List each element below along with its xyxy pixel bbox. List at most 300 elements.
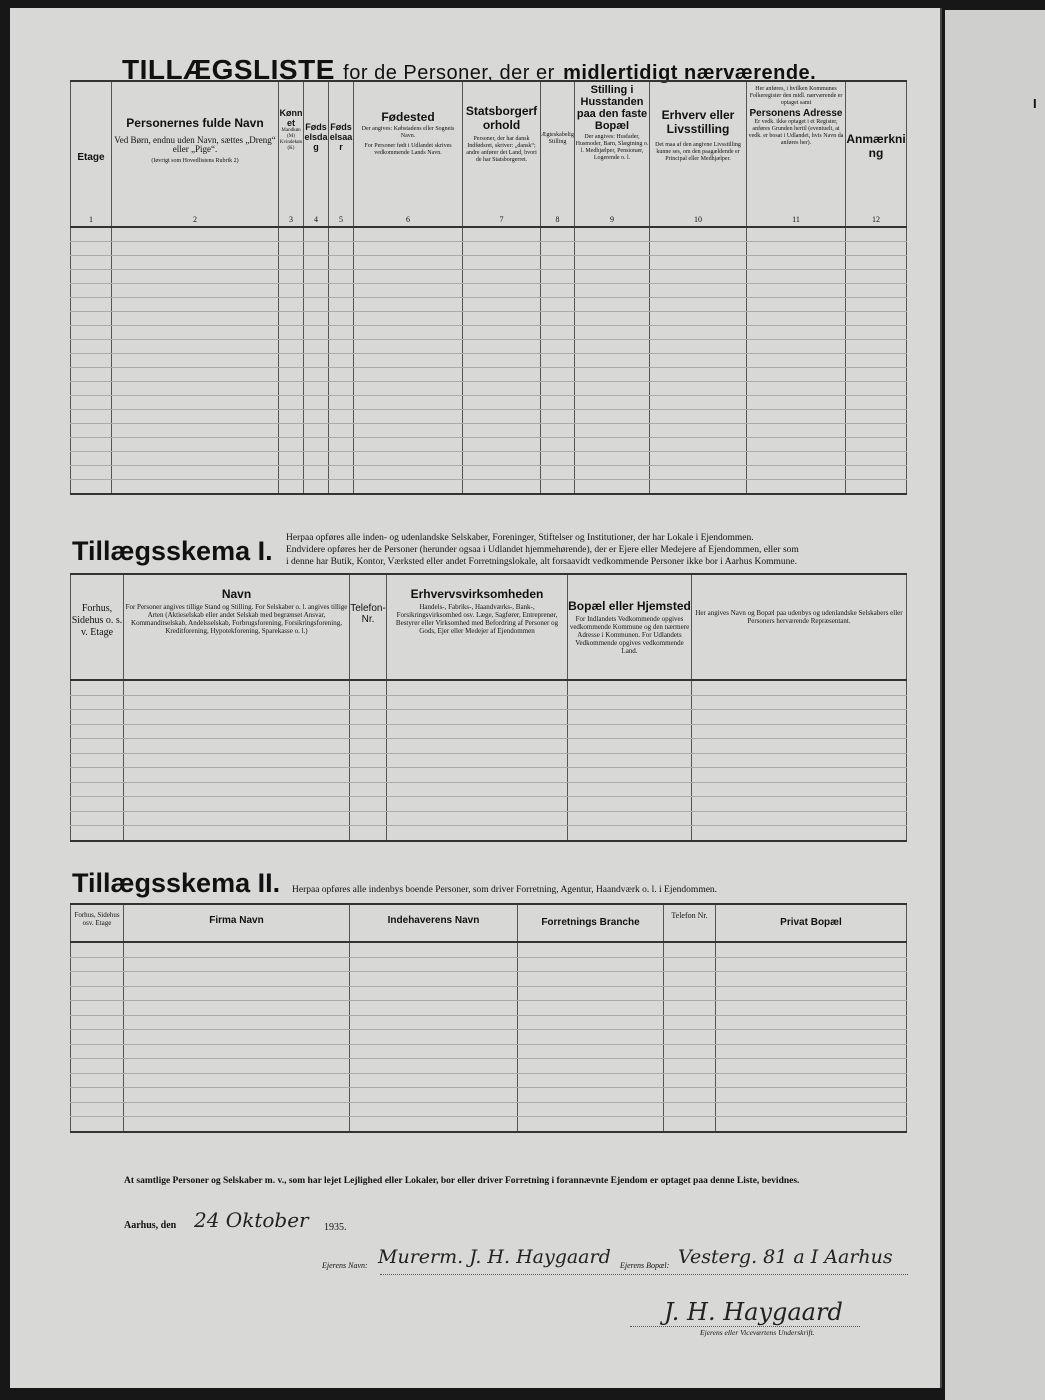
table-cell: [747, 298, 846, 312]
table-cell: [692, 710, 907, 725]
table-cell: [112, 298, 279, 312]
table-cell: [124, 797, 350, 812]
table-cell: [329, 466, 354, 480]
table-cell: [279, 438, 304, 452]
table-cell: [354, 410, 463, 424]
table-cell: [304, 480, 329, 495]
table-cell: [846, 227, 907, 242]
table-cell: [846, 368, 907, 382]
table-cell: [124, 1102, 350, 1117]
table-cell: [329, 242, 354, 256]
table-cell: [846, 424, 907, 438]
table-cell: [304, 438, 329, 452]
s1-col-phone: Telefon-Nr.: [350, 574, 387, 680]
table-cell: [541, 298, 575, 312]
table-cell: [124, 680, 350, 695]
table-cell: [279, 382, 304, 396]
table-cell: [716, 1044, 907, 1059]
col-birthyear: Fødselsaar 5: [329, 81, 354, 227]
skema1-intro: Herpaa opføres alle inden- og udenlandske Selskaber, Foreninger, Stiftelser og Institutioner, der har Lokale i Ejendommen. Endvidere opføres her de Personer (herunder ogsaa i Udlandet hjemmehørende), der er Ejere eller Medejere af Ejendommen, eller som i denne har Butik, Kontor, Værksted eller andet Forretningslokale, alt forsaavidt vedkommende Personer ikke bor i Aarhus Kommune.: [286, 533, 799, 567]
table-cell: [664, 1117, 716, 1132]
table-cell: [541, 424, 575, 438]
document-page: [10, 8, 942, 1388]
table-cell: [112, 227, 279, 242]
table-cell: [329, 452, 354, 466]
table-cell: [568, 753, 692, 768]
table-cell: [354, 270, 463, 284]
table-cell: [664, 942, 716, 957]
table-cell: [650, 438, 747, 452]
s2-col-owner: Indehaverens Navn: [350, 904, 518, 942]
table-cell: [463, 242, 541, 256]
table-row: [71, 480, 907, 495]
table-row: [71, 312, 907, 326]
table-row: [71, 438, 907, 452]
table-cell: [650, 382, 747, 396]
table-cell: [304, 312, 329, 326]
table-cell: [664, 972, 716, 987]
table-row: [71, 1073, 907, 1088]
table-cell: [71, 1059, 124, 1074]
table-cell: [304, 270, 329, 284]
table-cell: [71, 410, 112, 424]
table-cell: [350, 1102, 518, 1117]
year-text: 1935.: [324, 1222, 347, 1233]
table-cell: [575, 312, 650, 326]
table-cell: [541, 312, 575, 326]
table-cell: [304, 396, 329, 410]
table-cell: [747, 340, 846, 354]
table-cell: [692, 768, 907, 783]
table-cell: [518, 942, 664, 957]
table-cell: [329, 227, 354, 242]
table-cell: [716, 1015, 907, 1030]
table-cell: [541, 227, 575, 242]
table-cell: [387, 782, 568, 797]
table-cell: [71, 438, 112, 452]
table-row: [71, 227, 907, 242]
table-cell: [846, 410, 907, 424]
table-cell: [71, 256, 112, 270]
table-cell: [747, 382, 846, 396]
table-cell: [650, 242, 747, 256]
table-cell: [71, 986, 124, 1001]
table-cell: [568, 797, 692, 812]
table-cell: [354, 466, 463, 480]
page-title: TILLÆGSLISTE for de Personer, der er midlertidigt nærværende.: [122, 54, 817, 85]
table-cell: [568, 826, 692, 841]
table-cell: [575, 284, 650, 298]
table-cell: [71, 972, 124, 987]
s1-col-etage: Forhus, Sidehus o. s. v. Etage: [71, 574, 124, 680]
table-cell: [387, 826, 568, 841]
table-cell: [71, 396, 112, 410]
table-cell: [112, 284, 279, 298]
table-row: [71, 466, 907, 480]
table-cell: [350, 957, 518, 972]
table-cell: [846, 326, 907, 340]
table-cell: [354, 256, 463, 270]
table-cell: [575, 270, 650, 284]
table-cell: [279, 368, 304, 382]
owner-line: [380, 1274, 908, 1275]
table-cell: [747, 452, 846, 466]
table-cell: [354, 227, 463, 242]
col-etage: Etage 1: [71, 81, 112, 227]
table-cell: [124, 1073, 350, 1088]
table-cell: [846, 298, 907, 312]
table-cell: [354, 298, 463, 312]
table-row: [71, 410, 907, 424]
table-cell: [575, 410, 650, 424]
table-cell: [279, 452, 304, 466]
table-cell: [846, 466, 907, 480]
table-cell: [279, 242, 304, 256]
table-cell: [350, 739, 387, 754]
table-cell: [350, 811, 387, 826]
table-cell: [329, 270, 354, 284]
table-cell: [747, 424, 846, 438]
skema2-title: Tillægsskema II.: [72, 868, 281, 898]
table-cell: [463, 382, 541, 396]
table-cell: [279, 284, 304, 298]
table-row: [71, 768, 907, 783]
table-cell: [463, 424, 541, 438]
table-row: [71, 710, 907, 725]
table-cell: [112, 340, 279, 354]
table-cell: [463, 410, 541, 424]
table-cell: [124, 782, 350, 797]
s2-col-firm: Firma Navn: [124, 904, 350, 942]
table-cell: [71, 753, 124, 768]
table-cell: [747, 270, 846, 284]
table-cell: [575, 396, 650, 410]
col-citizenship: Statsborgerforhold Personer, der har dansk Indfødsret, skriver: „dansk“; andre anfører det Land, hvori de har Statsborgerret. 7: [463, 81, 541, 227]
table-cell: [846, 312, 907, 326]
s2-col-private: Privat Bopæl: [716, 904, 907, 942]
table-row: [71, 1015, 907, 1030]
table-cell: [664, 1088, 716, 1103]
table-cell: [568, 739, 692, 754]
table-cell: [716, 972, 907, 987]
table-cell: [747, 256, 846, 270]
table-cell: [350, 1088, 518, 1103]
table-cell: [747, 368, 846, 382]
table-cell: [650, 424, 747, 438]
table-cell: [350, 768, 387, 783]
s1-col-business: Erhvervsvirksomheden Handels-, Fabriks-, Haandværks-, Bank-, Forsikringsvirksomhed osv. Læge, Sagfører, Entreprenør, Bestyrer eller Virksomhed med Befordring af Personer og Gods, Ejer eller Medejer af Ejendommen: [387, 574, 568, 680]
table-cell: [71, 1001, 124, 1016]
table-cell: [71, 1088, 124, 1103]
table-cell: [518, 1088, 664, 1103]
declaration-text: At samtlige Personer og Selskaber m. v., som har lejet Lejlighed eller Lokaler, bor eller driver Forretning i forannævnte Ejendom er optaget paa denne Liste, bevidnes.: [124, 1176, 800, 1186]
table-cell: [650, 227, 747, 242]
table-cell: [71, 942, 124, 957]
table-cell: [350, 986, 518, 1001]
skema1-title: Tillægsskema I.: [72, 536, 273, 566]
table-cell: [463, 438, 541, 452]
table-cell: [518, 957, 664, 972]
table-cell: [354, 242, 463, 256]
table-row: [71, 1044, 907, 1059]
table-cell: [329, 256, 354, 270]
table-cell: [71, 452, 112, 466]
table-cell: [279, 326, 304, 340]
table-cell: [568, 811, 692, 826]
table-cell: [650, 340, 747, 354]
table-cell: [71, 340, 112, 354]
table-row: [71, 986, 907, 1001]
table-cell: [354, 438, 463, 452]
table-cell: [747, 284, 846, 298]
table-cell: [650, 368, 747, 382]
table-row: [71, 396, 907, 410]
table-cell: [329, 410, 354, 424]
table-cell: [350, 1073, 518, 1088]
table-cell: [568, 724, 692, 739]
table-cell: [846, 256, 907, 270]
table-cell: [846, 396, 907, 410]
table-cell: [575, 298, 650, 312]
table-cell: [846, 340, 907, 354]
table-cell: [279, 270, 304, 284]
table-cell: [747, 312, 846, 326]
table-cell: [650, 298, 747, 312]
table-cell: [575, 480, 650, 495]
table-cell: [650, 270, 747, 284]
table-cell: [716, 957, 907, 972]
table-cell: [71, 768, 124, 783]
table-cell: [71, 312, 112, 326]
table-cell: [846, 438, 907, 452]
table-cell: [71, 284, 112, 298]
table-cell: [664, 1102, 716, 1117]
table-cell: [541, 438, 575, 452]
table-cell: [463, 298, 541, 312]
table-cell: [112, 480, 279, 495]
table-cell: [71, 1073, 124, 1088]
table-cell: [575, 256, 650, 270]
table-row: [71, 326, 907, 340]
table-row: [71, 1117, 907, 1132]
table-cell: [329, 382, 354, 396]
table-cell: [387, 797, 568, 812]
table-cell: [541, 452, 575, 466]
table-cell: [124, 1044, 350, 1059]
table-cell: [518, 1044, 664, 1059]
col-name: Personernes fulde Navn Ved Børn, endnu uden Navn, sættes „Dreng“ eller „Pige“. (Iøvrigt som Hovedlistens Rubrik 2) 2: [112, 81, 279, 227]
table-row: [71, 354, 907, 368]
table-cell: [387, 811, 568, 826]
table-cell: [692, 782, 907, 797]
table-cell: [354, 368, 463, 382]
table-cell: [304, 242, 329, 256]
table-cell: [541, 354, 575, 368]
table-cell: [304, 256, 329, 270]
s2-col-branch: Forretnings Branche: [518, 904, 664, 942]
table-row: [71, 256, 907, 270]
table-cell: [387, 739, 568, 754]
table-row: [71, 826, 907, 841]
table-cell: [112, 270, 279, 284]
table-cell: [716, 1073, 907, 1088]
table-cell: [354, 424, 463, 438]
table-row: [71, 739, 907, 754]
table-cell: [463, 368, 541, 382]
table-cell: [575, 326, 650, 340]
table-cell: [650, 480, 747, 495]
table-cell: [387, 695, 568, 710]
skema2-intro: Herpaa opføres alle indenbys boende Personer, som driver Forretning, Agentur, Haandværk o. l. i Ejendommen.: [292, 885, 718, 895]
table-cell: [716, 1030, 907, 1045]
table-cell: [279, 480, 304, 495]
table-cell: [716, 1001, 907, 1016]
table-cell: [846, 480, 907, 495]
table-cell: [664, 1073, 716, 1088]
table-row: [71, 298, 907, 312]
table-cell: [747, 227, 846, 242]
owner-name-label: Ejerens Navn:: [322, 1261, 368, 1270]
table-cell: [304, 466, 329, 480]
table-cell: [747, 480, 846, 495]
table-cell: [692, 826, 907, 841]
table-cell: [664, 957, 716, 972]
table-cell: [71, 710, 124, 725]
table-cell: [568, 680, 692, 695]
table-cell: [354, 396, 463, 410]
table-cell: [71, 797, 124, 812]
table-cell: [112, 452, 279, 466]
table-cell: [71, 466, 112, 480]
table-cell: [112, 368, 279, 382]
table-row: [71, 382, 907, 396]
table-cell: [124, 1059, 350, 1074]
table-cell: [124, 710, 350, 725]
table-cell: [304, 382, 329, 396]
table-cell: [354, 312, 463, 326]
table-cell: [124, 957, 350, 972]
table-cell: [692, 680, 907, 695]
table-row: [71, 680, 907, 695]
table-cell: [387, 680, 568, 695]
table-cell: [463, 326, 541, 340]
table-cell: [650, 256, 747, 270]
col-household: Stilling i Husstanden paa den faste Bopæl Der angives: Husfader, Husmoder, Barn, Slægtning o. l. Medhjælper, Pensionær, Logerende o. l. 9: [575, 81, 650, 227]
table-cell: [354, 452, 463, 466]
table-cell: [71, 957, 124, 972]
table-row: [71, 1088, 907, 1103]
table-cell: [747, 396, 846, 410]
table-cell: [112, 424, 279, 438]
table-row: [71, 942, 907, 957]
table-cell: [463, 452, 541, 466]
table-cell: [112, 466, 279, 480]
table-cell: [568, 695, 692, 710]
table-row: [71, 1059, 907, 1074]
table-cell: [354, 354, 463, 368]
table-cell: [304, 340, 329, 354]
table-cell: [518, 1015, 664, 1030]
table-cell: [846, 354, 907, 368]
table-cell: [304, 452, 329, 466]
table-cell: [568, 782, 692, 797]
table-cell: [716, 986, 907, 1001]
table-cell: [304, 410, 329, 424]
table-cell: [304, 227, 329, 242]
table-cell: [541, 368, 575, 382]
table-cell: [518, 1102, 664, 1117]
table-cell: [350, 826, 387, 841]
table-cell: [329, 340, 354, 354]
table-cell: [71, 382, 112, 396]
table-cell: [575, 424, 650, 438]
table-cell: [650, 312, 747, 326]
table-cell: [279, 354, 304, 368]
table-cell: [124, 972, 350, 987]
table-cell: [112, 256, 279, 270]
table-cell: [279, 256, 304, 270]
table-cell: [846, 284, 907, 298]
table-cell: [568, 710, 692, 725]
table-cell: [650, 452, 747, 466]
owner-name-value: Murerm. J. H. Haygaard: [378, 1246, 611, 1268]
table-cell: [112, 396, 279, 410]
skema1-table: [70, 573, 907, 842]
s1-col-residence: Bopæl eller Hjemsted For Indlandets Vedkommende opgives vedkommende Kommune og den nærmere Adresse i Kommunen. For Udlandets Vedkommende opgives vedkommende Land.: [568, 574, 692, 680]
table-cell: [463, 466, 541, 480]
table-cell: [279, 466, 304, 480]
table-cell: [350, 1001, 518, 1016]
table-cell: [650, 466, 747, 480]
table-cell: [692, 695, 907, 710]
table-cell: [541, 396, 575, 410]
table-cell: [71, 354, 112, 368]
table-cell: [71, 424, 112, 438]
table-cell: [650, 354, 747, 368]
table-cell: [124, 739, 350, 754]
table-cell: [354, 340, 463, 354]
table-cell: [71, 480, 112, 495]
table-cell: [747, 410, 846, 424]
table-cell: [716, 942, 907, 957]
table-cell: [650, 284, 747, 298]
table-cell: [329, 354, 354, 368]
table-cell: [350, 972, 518, 987]
table-cell: [112, 410, 279, 424]
table-cell: [664, 1044, 716, 1059]
table-cell: [463, 227, 541, 242]
table-cell: [747, 466, 846, 480]
table-cell: [329, 298, 354, 312]
table-cell: [354, 480, 463, 495]
place-label: Aarhus, den: [124, 1220, 177, 1231]
table-cell: [575, 368, 650, 382]
col-address: Her anføres, i hvilken Kommunes Folkeregister den midl. nærværende er optaget samt Personens Adresse Er vedk. ikke optaget i et Register, anføres Grunden hertil (eventuelt, at vedk. er bosat i Udlandet, hvis Navn da anføres her). 11: [747, 81, 846, 227]
table-cell: [692, 739, 907, 754]
table-cell: [463, 284, 541, 298]
table-cell: [541, 242, 575, 256]
table-cell: [747, 354, 846, 368]
table-row: [71, 782, 907, 797]
table-cell: [112, 242, 279, 256]
table-cell: [716, 1102, 907, 1117]
table-cell: [329, 326, 354, 340]
table-cell: [387, 768, 568, 783]
table-cell: [463, 354, 541, 368]
table-cell: [541, 410, 575, 424]
table-cell: [354, 326, 463, 340]
table-cell: [846, 242, 907, 256]
